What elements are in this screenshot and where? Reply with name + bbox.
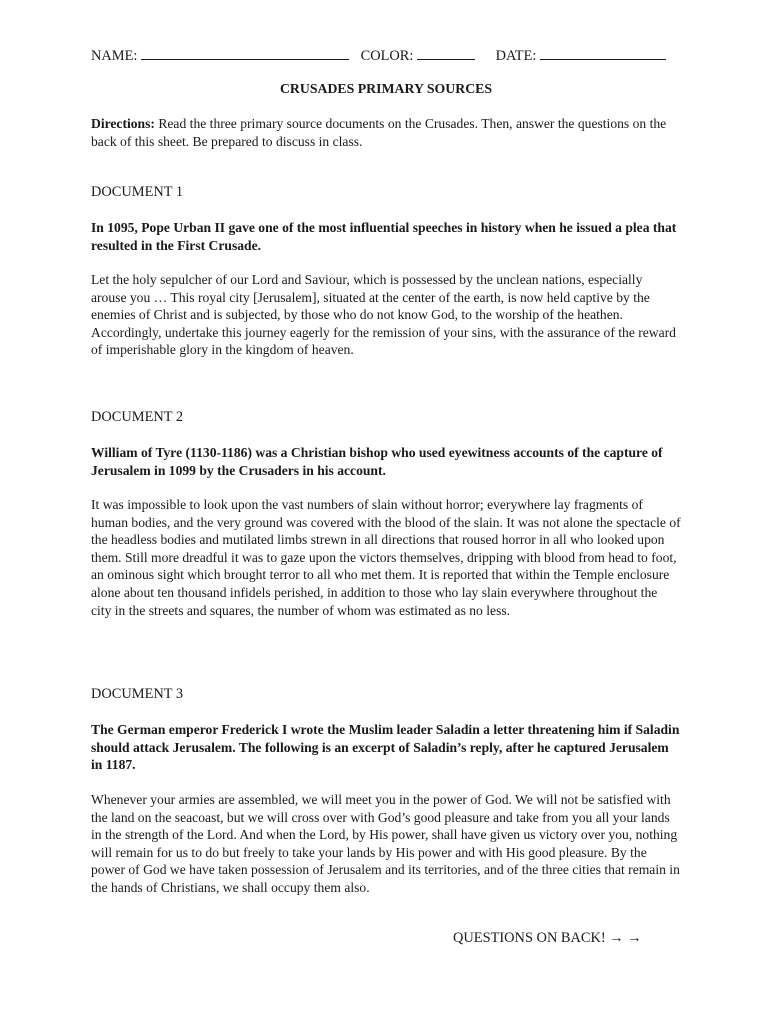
document-1-text: Let the holy sepulcher of our Lord and Saviour, which is possessed by the unclean nations, especially arouse you … This royal city [Jerusalem], situated at the center of the earth, is now held captive by the enemies of Christ and is subjected, by those who do not know God, to the worship of the heathen. Accordingly, undertake this journey eagerly for the remission of your sins, with the assurance of the reward of imperishable glory in the kingdom of heaven. <box>91 272 676 358</box>
document-1-label: DOCUMENT 1 <box>91 184 184 200</box>
document-3-intro: The German emperor Frederick I wrote the Muslim leader Saladin a letter threatening him if Saladin should attack Jerusalem. The following is an excerpt of Saladin’s reply, after he captured Jerusalem in 1187. <box>91 722 680 773</box>
color-blank[interactable] <box>417 45 475 60</box>
questions-on-back: QUESTIONS ON BACK! → → <box>453 930 642 946</box>
date-label: DATE: <box>495 48 537 64</box>
page-title: CRUSADES PRIMARY SOURCES <box>279 81 493 96</box>
header-line <box>91 45 681 66</box>
color-label: COLOR: <box>360 48 414 64</box>
document-2-text: It was impossible to look upon the vast numbers of slain without horror; everywhere lay fragments of human bodies, and the very ground was covered with the blood of the slain. It was not alone the spectacle of the headless bodies and mutilated limbs strewn in all directions that roused horror in all who looked upon them. Still more dreadful it was to gaze upon the victors themselves, dripping with blood from head to foot, an ominous sight which brought terror to all who met them. It is reported that within the Temple enclosure alone about ten thousand infidels perished, in addition to those who lay slain everywhere throughout the city in the streets and squares, the number of whom was estimated as no less. <box>91 497 681 618</box>
name-label: NAME: <box>91 48 138 64</box>
directions-text: Read the three primary source documents on the Crusades. Then, answer the questions on the back of this sheet. Be prepared to discuss in class. <box>91 116 667 149</box>
document-3-text: Whenever your armies are assembled, we will meet you in the power of God. We will not be satisfied with the land on the seacoast, but we will cross over with God’s good pleasure and take from you all your lands in the strength of the Lord. And when the Lord, by His power, shall have given us victory over you, nothing will remain for us to do but freely to take your lands by His power and with His good pleasure. By the power of God we have taken possession of Jerusalem and its territories, and of the three cities that remain in the hands of Christians, we shall occupy them also. <box>91 792 680 895</box>
directions-label: Directions: <box>91 116 155 131</box>
document-2-label: DOCUMENT 2 <box>91 409 184 425</box>
directions <box>91 115 681 150</box>
name-blank[interactable] <box>141 45 349 60</box>
document-1-intro: In 1095, Pope Urban II gave one of the most influential speeches in history when he issued a plea that resulted in the First Crusade. <box>91 220 677 253</box>
date-blank[interactable] <box>540 45 666 60</box>
document-2-intro: William of Tyre (1130-1186) was a Christian bishop who used eyewitness accounts of the capture of Jerusalem in 1099 by the Crusaders in his account. <box>91 445 663 478</box>
document-3-label: DOCUMENT 3 <box>91 686 184 702</box>
